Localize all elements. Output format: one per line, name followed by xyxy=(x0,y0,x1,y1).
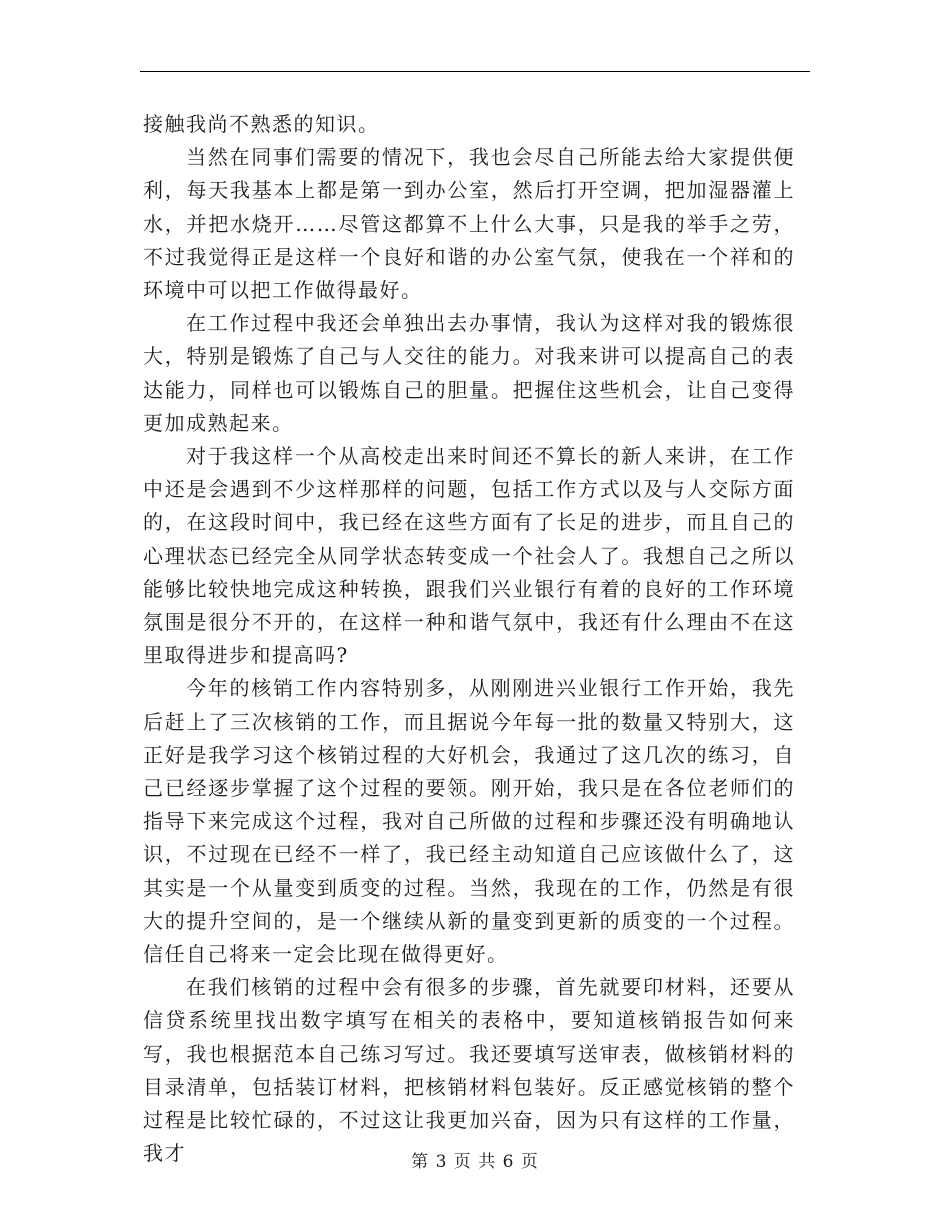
paragraph: 在工作过程中我还会单独出去办事情，我认为这样对我的锻炼很大，特别是锻炼了自己与人交往的能力。对我来讲可以提高自己的表达能力，同样也可以锻炼自己的胆量。把握住这些机会，让自己变得更加成熟起来。 xyxy=(143,311,795,435)
page-number: 第 3 页 共 6 页 xyxy=(411,1152,539,1172)
header-rule xyxy=(140,71,810,72)
paragraph: 今年的核销工作内容特别多，从刚刚进兴业银行工作开始，我先后赶上了三次核销的工作，而且据说今年每一批的数量又特别大，这正好是我学习这个核销过程的大好机会，我通过了这几次的练习，自己已经逐步掌握了这个过程的要领。刚开始，我只是在各位老师们的指导下来完成这个过程，我对自己所做的过程和步骤还没有明确地认识，不过现在已经不一样了，我已经主动知道自己应该做什么了，这其实是一个从量变到质变的过程。当然，我现在的工作，仍然是有很大的提升空间的，是一个继续从新的量变到更新的质变的一个过程。信任自己将来一定会比现在做得更好。 xyxy=(143,676,795,967)
paragraph: 在我们核销的过程中会有很多的步骤，首先就要印材料，还要从信贷系统里找出数字填写在相关的表格中，要知道核销报告如何来写，我也根据范本自己练习写过。我还要填写送审表，做核销材料的目录清单，包括装订材料，把核销材料包装好。反正感觉核销的整个过程是比较忙碌的，不过这让我更加兴奋，因为只有这样的工作量，我才 xyxy=(143,975,795,1166)
paragraph-continuation: 接触我尚不熟悉的知识。 xyxy=(143,112,380,136)
paragraph: 对于我这样一个从高校走出来时间还不算长的新人来讲，在工作中还是会遇到不少这样那样的问题，包括工作方式以及与人交际方面的，在这段时间中，我已经在这些方面有了长足的进步，而且自己的心理状态已经完全从同学状态转变成一个社会人了。我想自己之所以能够比较快地完成这种转换，跟我们兴业银行有着的良好的工作环境氛围是很分不开的，在这样一种和谐气氛中，我还有什么理由不在这里取得进步和提高吗? xyxy=(143,444,795,668)
document-body xyxy=(143,108,795,1171)
page-footer xyxy=(0,1147,950,1172)
paragraph: 当然在同事们需要的情况下，我也会尽自己所能去给大家提供便利，每天我基本上都是第一到办公室，然后打开空调，把加湿器灌上水，并把水烧开……尽管这都算不上什么大事，只是我的举手之劳，不过我觉得正是这样一个良好和谐的办公室气氛，使我在一个祥和的环境中可以把工作做得最好。 xyxy=(143,145,795,303)
